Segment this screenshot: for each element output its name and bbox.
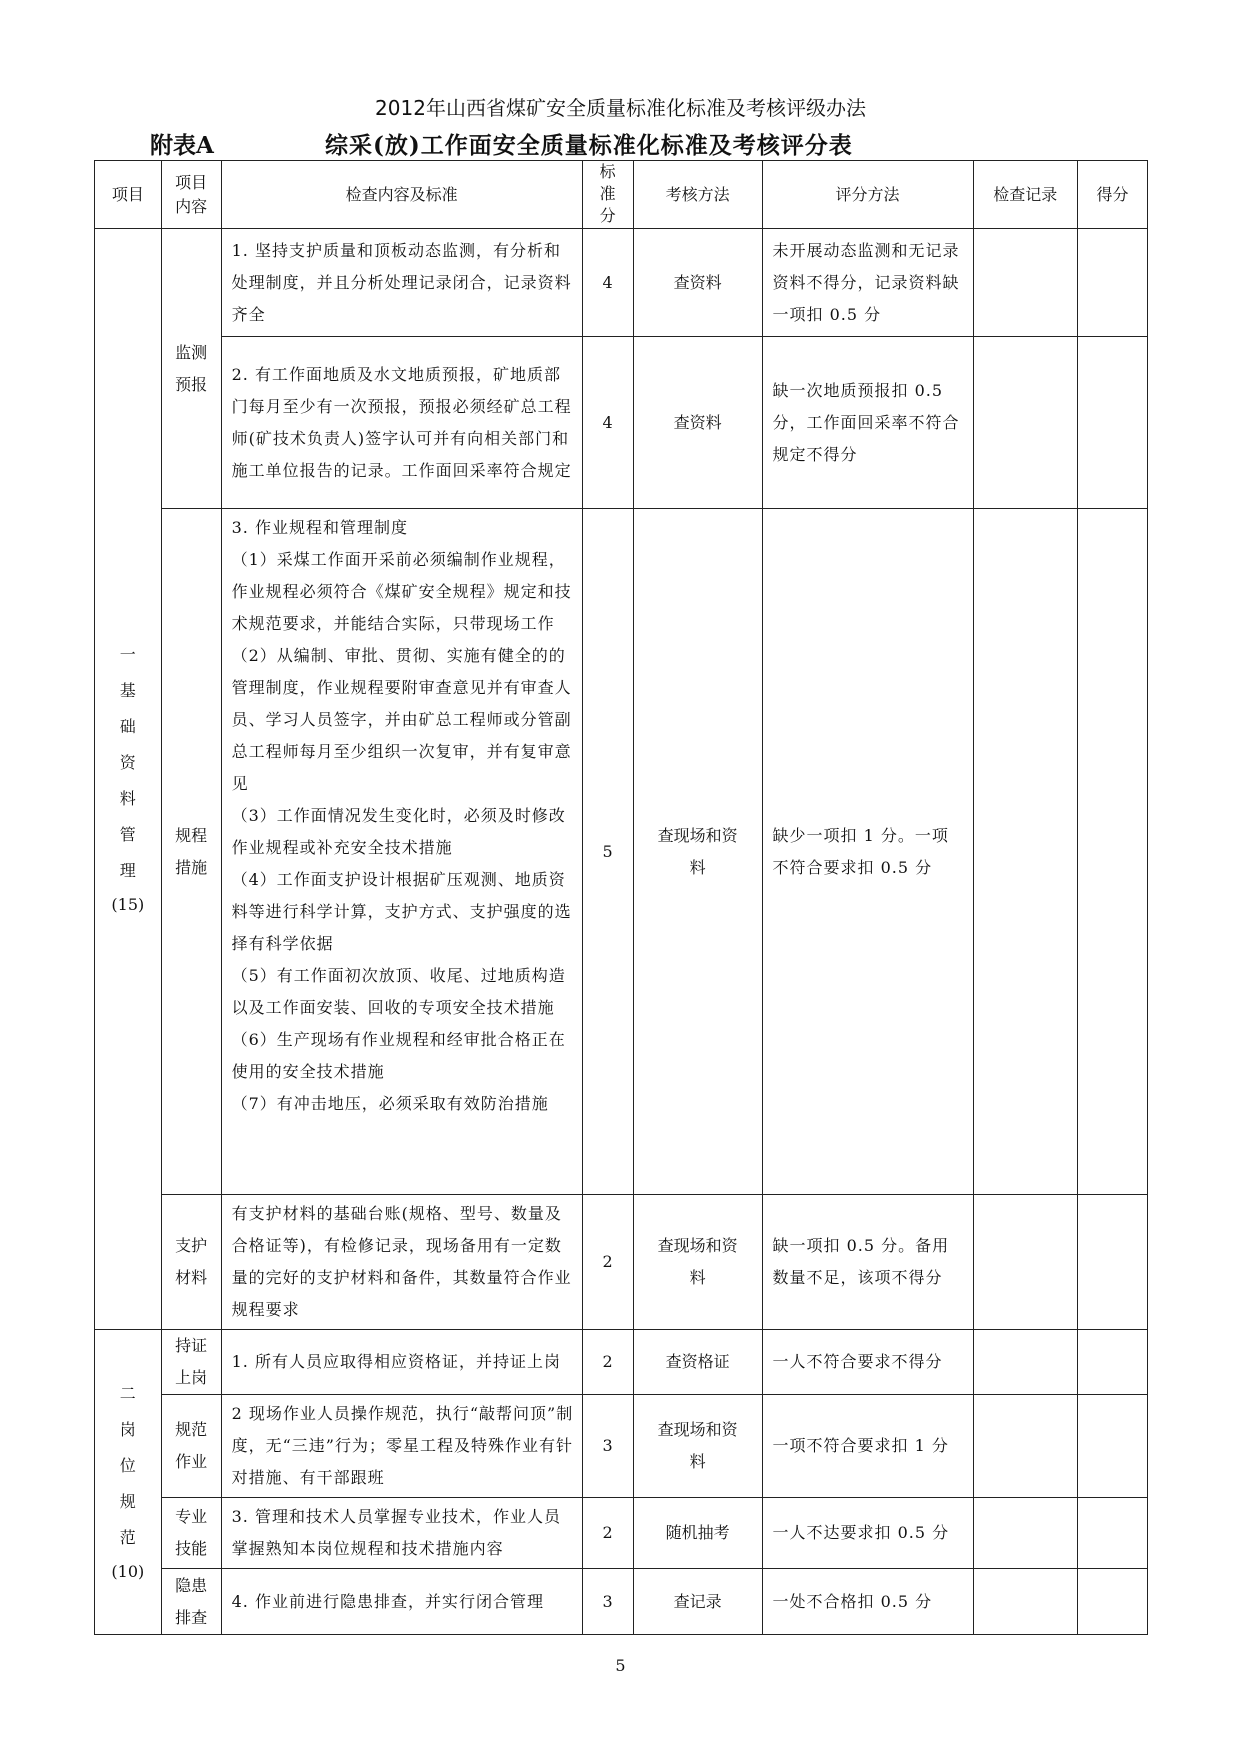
content-label: 持证上岗	[161, 1330, 221, 1395]
score-cell	[1077, 229, 1147, 337]
check-content	[221, 509, 582, 1195]
check-record-cell	[973, 229, 1077, 337]
table-title: 综采(放)工作面安全质量标准化标准及考核评分表	[325, 132, 853, 159]
section-1-cell	[95, 229, 162, 1330]
clause-line: （3）工作面情况发生变化时，必须及时修改作业规程或补充安全技术措施	[231, 806, 566, 857]
score-cell	[1077, 337, 1147, 509]
scoring-method: 未开展动态监测和无记录资料不得分，记录资料缺一项扣 0.5 分	[762, 229, 973, 337]
scoring-method: 一人不符合要求不得分	[762, 1330, 973, 1395]
check-record-cell	[973, 1498, 1077, 1569]
assess-method: 查资料	[633, 337, 762, 509]
check-record-cell	[973, 337, 1077, 509]
clause-line: （1）采煤工作面开采前必须编制作业规程，作业规程必须符合《煤矿安全规程》规定和技术规范要求，并能结合实际，只带现场工作	[231, 550, 572, 633]
assess-method: 随机抽考	[633, 1498, 762, 1569]
section-2-name: 二岗位规范	[119, 1384, 136, 1547]
header-std-score: 标准分	[582, 161, 633, 229]
header-row	[95, 161, 1148, 229]
content-label: 隐患排查	[161, 1569, 221, 1635]
header-item-content: 项目内容	[161, 161, 221, 229]
assess-method: 查记录	[633, 1569, 762, 1635]
assess-method: 查现场和资料	[633, 1195, 762, 1330]
clause-line: （7）有冲击地压，必须采取有效防治措施	[231, 1094, 549, 1113]
score-cell	[1077, 1330, 1147, 1395]
score-cell	[1077, 1195, 1147, 1330]
clause-line: 3. 作业规程和管理制度	[231, 518, 408, 537]
content-label: 规程措施	[161, 509, 221, 1195]
assess-method: 查现场和资料	[633, 1395, 762, 1498]
std-score: 4	[582, 337, 633, 509]
header-scoring-method: 评分方法	[762, 161, 973, 229]
assess-method: 查资格证	[633, 1330, 762, 1395]
std-score: 5	[582, 509, 633, 1195]
check-record-cell	[973, 1569, 1077, 1635]
content-label: 专业技能	[161, 1498, 221, 1569]
header-score: 得分	[1077, 161, 1147, 229]
content-label: 支护材料	[161, 1195, 221, 1330]
check-content: 1. 坚持支护质量和顶板动态监测，有分析和处理制度，并且分析处理记录闭合，记录资料齐全	[221, 229, 582, 337]
scoring-method: 一人不达要求扣 0.5 分	[762, 1498, 973, 1569]
clause-line: （5）有工作面初次放顶、收尾、过地质构造以及工作面安装、回收的专项安全技术措施	[231, 966, 566, 1017]
header-assess-method: 考核方法	[633, 161, 762, 229]
check-record-cell	[973, 1395, 1077, 1498]
section-1-name: 一基础资料管理	[119, 645, 136, 880]
page-number: 5	[615, 1656, 626, 1675]
table-row	[95, 229, 1148, 337]
score-cell	[1077, 1395, 1147, 1498]
header-check-content: 检查内容及标准	[221, 161, 582, 229]
table-row	[95, 1330, 1148, 1395]
std-score: 2	[582, 1330, 633, 1395]
std-score: 3	[582, 1569, 633, 1635]
std-score: 3	[582, 1395, 633, 1498]
check-record-cell	[973, 509, 1077, 1195]
scoring-method: 缺少一项扣 1 分。一项不符合要求扣 0.5 分	[762, 509, 973, 1195]
score-cell	[1077, 509, 1147, 1195]
std-score: 2	[582, 1195, 633, 1330]
assess-method: 查资料	[633, 229, 762, 337]
section-2-cell	[95, 1330, 162, 1635]
std-score: 2	[582, 1498, 633, 1569]
std-score: 4	[582, 229, 633, 337]
score-cell	[1077, 1498, 1147, 1569]
content-label: 监测预报	[161, 229, 221, 509]
check-record-cell	[973, 1195, 1077, 1330]
section-2-points: (10)	[111, 1562, 145, 1581]
table-row	[95, 1498, 1148, 1569]
assess-method: 查现场和资料	[633, 509, 762, 1195]
scoring-method: 一项不符合要求扣 1 分	[762, 1395, 973, 1498]
check-content: 2 现场作业人员操作规范，执行“敲帮问顶”制度，无“三违”行为；零星工程及特殊作业有针对措施、有干部跟班	[221, 1395, 582, 1498]
table-row	[95, 509, 1148, 1195]
table-row	[95, 1395, 1148, 1498]
appendix-label: 附表A	[150, 132, 214, 159]
check-content: 4. 作业前进行隐患排查，并实行闭合管理	[221, 1569, 582, 1635]
scoring-method: 一处不合格扣 0.5 分	[762, 1569, 973, 1635]
assessment-table	[94, 160, 1148, 1635]
table-row	[95, 1569, 1148, 1635]
check-content: 3. 管理和技术人员掌握专业技术，作业人员掌握熟知本岗位规程和技术措施内容	[221, 1498, 582, 1569]
check-content: 1. 所有人员应取得相应资格证，并持证上岗	[221, 1330, 582, 1395]
clause-line: （2）从编制、审批、贯彻、实施有健全的的管理制度，作业规程要附审查意见并有审查人员、学习人员签字，并由矿总工程师或分管副总工程师每月至少组织一次复审，并有复审意见	[231, 646, 572, 793]
document-title: 2012年山西省煤矿安全质量标准化标准及考核评级办法	[375, 96, 866, 120]
table-row	[95, 337, 1148, 509]
score-cell	[1077, 1569, 1147, 1635]
clause-line: （4）工作面支护设计根据矿压观测、地质资料等进行科学计算，支护方式、支护强度的选择有科学依据	[231, 870, 572, 953]
table-row	[95, 1195, 1148, 1330]
check-content: 有支护材料的基础台账(规格、型号、数量及合格证等)，有检修记录，现场备用有一定数量的完好的支护材料和备件，其数量符合作业规程要求	[221, 1195, 582, 1330]
clause-line: （6）生产现场有作业规程和经审批合格正在使用的安全技术措施	[231, 1030, 566, 1081]
scoring-method: 缺一项扣 0.5 分。备用数量不足，该项不得分	[762, 1195, 973, 1330]
header-check-record: 检查记录	[973, 161, 1077, 229]
header-item: 项目	[95, 161, 162, 229]
check-record-cell	[973, 1330, 1077, 1395]
content-label: 规范作业	[161, 1395, 221, 1498]
section-1-points: (15)	[111, 895, 145, 914]
check-content: 2. 有工作面地质及水文地质预报，矿地质部门每月至少有一次预报，预报必须经矿总工程师(矿技术负责人)签字认可并有向相关部门和施工单位报告的记录。工作面回采率符合规定	[221, 337, 582, 509]
scoring-method: 缺一次地质预报扣 0.5 分，工作面回采率不符合规定不得分	[762, 337, 973, 509]
